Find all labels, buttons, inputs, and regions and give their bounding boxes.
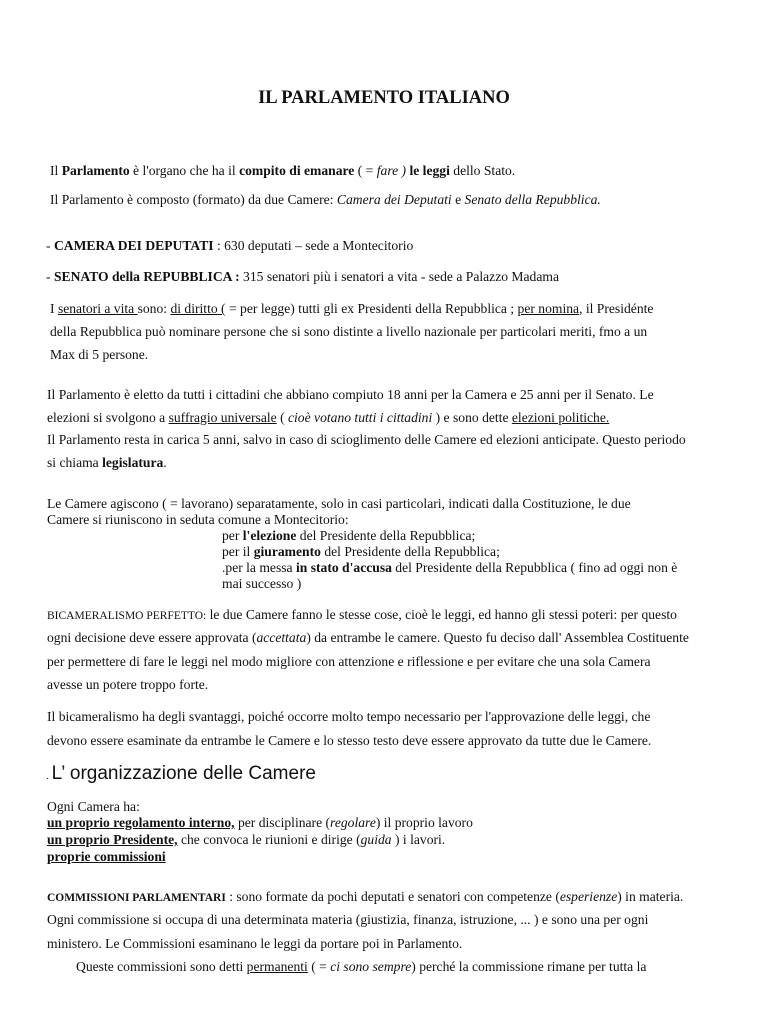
italic-term: accettata: [256, 630, 307, 645]
text: del Presidente della Repubblica ( fino ad oggi non è: [391, 560, 678, 575]
text: ) perché la commissione rimane per tutta la: [411, 959, 647, 974]
commissioni-line-4: [76, 959, 646, 975]
heading-dot: .: [46, 771, 52, 782]
bicam-line-2: [47, 630, 689, 646]
bold-term: giuramento: [253, 544, 321, 559]
smallcaps-term: COMMISSIONI PARLAMENTARI: [47, 892, 226, 904]
text: .: [163, 455, 167, 470]
senato-line: [46, 269, 559, 285]
commissioni-line-3: ministero. Le Commissioni esaminano le leggi da portare poi in Parlamento.: [47, 936, 463, 951]
text: ) i lavori.: [391, 832, 446, 847]
bicam-line-4: avesse un potere troppo forte.: [47, 677, 209, 692]
camere-line-2: Camere si riuniscono in seduta comune a Montecitorio:: [47, 512, 349, 527]
bicam-line-3: per permettere di fare le leggi nel modo migliore con attenzione e riflessione e per evitare che una sola Camera: [47, 654, 651, 669]
camere-item-1: [222, 528, 475, 544]
vita-line-2: della Repubblica può nominare persone che si sono distinte a livello nazionale per particolari meriti, fmo a un: [50, 324, 648, 339]
text: le due Camere fanno le stesse cose, cioè le leggi, ed hanno gli stessi poteri: per questo: [206, 607, 677, 622]
text: per: [222, 528, 243, 543]
bold-term: le leggi: [406, 163, 450, 178]
italic-term: ci sono sempre: [330, 959, 412, 974]
intro-line: [50, 163, 515, 179]
composition-line: [50, 192, 601, 208]
svantaggi-line-2: devono essere esaminate da entrambe le Camere e lo stesso testo deve essere approvato da tutte due le Camere.: [47, 733, 652, 748]
ogni-line-3: [47, 832, 445, 848]
text: si chiama: [47, 455, 103, 470]
text: I: [50, 301, 58, 316]
italic-term: guida: [360, 832, 392, 847]
ogni-line-4: [47, 849, 166, 865]
text: ( =: [354, 163, 377, 178]
bold-term: SENATO della REPUBBLICA :: [53, 269, 240, 284]
ogni-line-1: Ogni Camera ha:: [47, 799, 140, 814]
underlined-term: elezioni politiche.: [511, 410, 610, 425]
italic-term: esperienze: [559, 889, 618, 904]
text: Queste commissioni sono detti: [76, 959, 247, 974]
text: -: [46, 238, 54, 253]
underlined-term: suffragio universale: [168, 410, 277, 425]
text: ) e sono dette: [432, 410, 512, 425]
eletto-line-4: [47, 455, 167, 471]
text: del Presidente della Repubblica;: [320, 544, 500, 559]
underlined-term: senatori a vita: [57, 301, 138, 316]
text: per il: [222, 544, 254, 559]
text: elezioni si svolgono a: [47, 410, 169, 425]
italic-term: cioè votano tutti i cittadini: [288, 410, 433, 425]
heading-text: L’ organizzazione delle Camere: [51, 763, 316, 784]
italic-term: regolare: [330, 815, 376, 830]
bicam-line-1: [47, 607, 677, 624]
text: , il Presidénte: [579, 301, 654, 316]
vita-line-1: [50, 301, 653, 317]
italic-term: fare ): [376, 163, 407, 178]
text: dello Stato.: [449, 163, 516, 178]
vita-line-3: Max di 5 persone.: [50, 347, 149, 362]
bold-underlined-term: un proprio regolamento interno,: [47, 815, 235, 830]
bold-term: l'elezione: [242, 528, 297, 543]
section-heading: [46, 763, 316, 785]
text: : sono formate da pochi deputati e senatori con competenze (: [225, 889, 560, 904]
italic-term: Camera dei Deputati: [336, 192, 452, 207]
bold-underlined-term: proprie commissioni: [47, 849, 166, 864]
text: 315 senatori più i senatori a vita - sede a Palazzo Madama: [239, 269, 559, 284]
underlined-term: permanenti: [246, 959, 308, 974]
svantaggi-line-1: Il bicameralismo ha degli svantaggi, poiché occorre molto tempo necessario per l'approvazione delle leggi, che: [47, 709, 651, 724]
eletto-line-2: [47, 410, 609, 426]
commissioni-line-2: Ogni commissione si occupa di una determinata materia (giustizia, finanza, istruzione, ... ) e sono una per ogni: [47, 912, 649, 927]
text: .per la messa: [222, 560, 296, 575]
text: del Presidente della Repubblica;: [296, 528, 476, 543]
underlined-term: per nomina: [517, 301, 580, 316]
text: ) il proprio lavoro: [375, 815, 473, 830]
text: è l'organo che ha il: [129, 163, 240, 178]
eletto-line-3: Il Parlamento resta in carica 5 anni, salvo in caso di scioglimento delle Camere ed elezioni anticipate. Questo periodo: [47, 432, 686, 447]
bold-underlined-term: un proprio Presidente,: [47, 832, 178, 847]
ogni-line-2: [47, 815, 473, 831]
bold-term: compito di emanare: [239, 163, 355, 178]
text: : 630 deputati – sede a Montecitorio: [213, 238, 414, 253]
smallcaps-term: BICAMERALISMO PERFETTO:: [47, 610, 207, 622]
bold-term: in stato d'accusa: [295, 560, 392, 575]
text: che convoca le riunioni e dirige (: [177, 832, 361, 847]
text: Il: [50, 163, 62, 178]
camere-line-1: Le Camere agiscono ( = lavorano) separatamente, solo in casi particolari, indicati dalla Costituzione, le due: [47, 496, 631, 511]
camera-line: [46, 238, 413, 254]
text: ogni decisione deve essere approvata (: [47, 630, 257, 645]
text: per disciplinare (: [234, 815, 331, 830]
text: e: [451, 192, 465, 207]
bold-term: legislatura: [102, 455, 164, 470]
camere-item-3: [222, 560, 677, 576]
text: = per legge) tutti gli ex Presidenti della Repubblica ;: [225, 301, 518, 316]
text: ) da entrambe le camere. Questo fu deciso dall' Assemblea Costituente: [306, 630, 689, 645]
commissioni-line-1: [47, 889, 683, 906]
italic-term: Senato della Repubblica.: [464, 192, 601, 207]
camere-item-2: [222, 544, 500, 560]
text: ( =: [307, 959, 331, 974]
bold-term: Parlamento: [61, 163, 130, 178]
page-title: IL PARLAMENTO ITALIANO: [258, 88, 510, 108]
bold-term: CAMERA DEI DEPUTATI: [53, 238, 214, 253]
camere-item-3-cont: mai successo ): [222, 576, 302, 591]
underlined-term: di diritto (: [170, 301, 226, 316]
eletto-line-1: Il Parlamento è eletto da tutti i cittadini che abbiano compiuto 18 anni per la Camera e 25 anni per il Senato. Le: [47, 387, 654, 402]
text: Il Parlamento è composto (formato) da due Camere:: [50, 192, 337, 207]
text: ) in materia.: [617, 889, 684, 904]
text: sono:: [137, 301, 171, 316]
text: (: [276, 410, 288, 425]
text: -: [46, 269, 54, 284]
